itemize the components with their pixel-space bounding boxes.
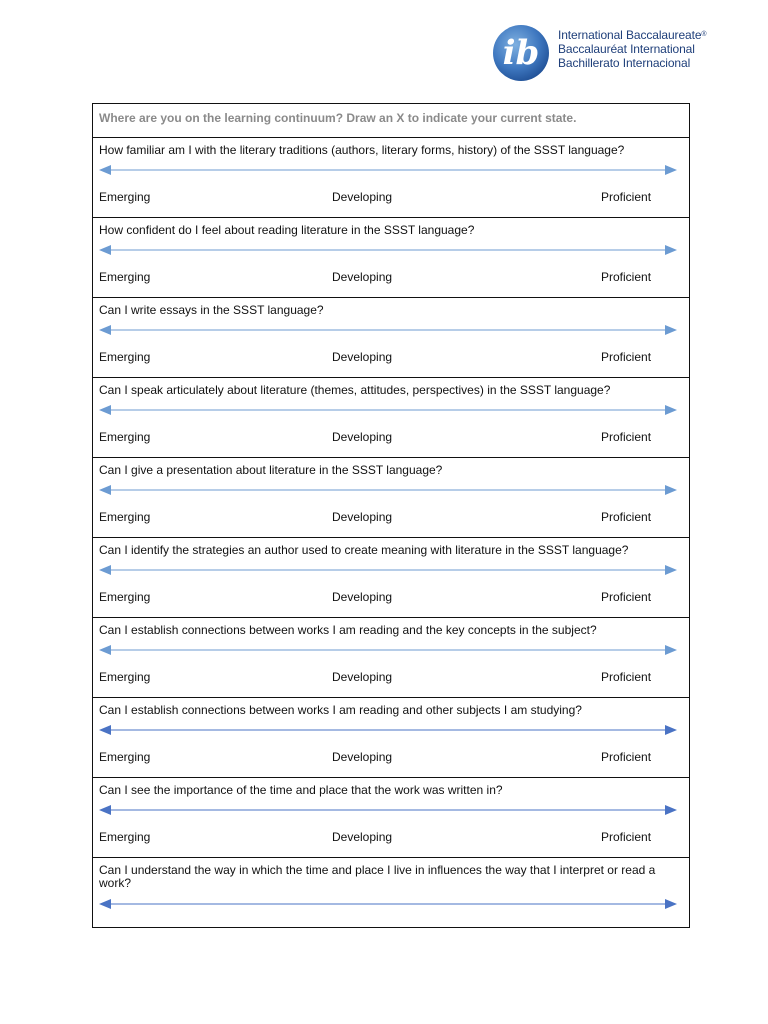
continuum-row [93, 378, 689, 458]
label-proficient: Proficient [601, 350, 652, 364]
label-emerging: Emerging [99, 430, 151, 444]
continuum-arrow[interactable] [99, 323, 677, 337]
label-proficient: Proficient [601, 270, 652, 284]
continuum-row [93, 698, 689, 778]
label-proficient: Proficient [601, 750, 652, 764]
continuum-arrow[interactable] [99, 723, 677, 737]
label-emerging: Emerging [99, 190, 151, 204]
question-text: Can I speak articulately about literature (themes, attitudes, perspectives) in the SSST language? [99, 383, 611, 397]
label-emerging: Emerging [99, 510, 151, 524]
continuum-arrow[interactable] [99, 243, 677, 257]
label-emerging: Emerging [99, 830, 151, 844]
org-name-es: Bachillerato Internacional [558, 56, 691, 70]
org-name-fr: Baccalauréat International [558, 42, 695, 56]
label-developing: Developing [332, 350, 393, 364]
question-text: Can I identify the strategies an author used to create meaning with literature in the SSST language? [99, 543, 629, 557]
label-developing: Developing [332, 590, 393, 604]
label-developing: Developing [332, 510, 393, 524]
continuum-row [93, 138, 689, 218]
org-name-en: International Baccalaureate® [558, 28, 707, 42]
label-developing: Developing [332, 750, 393, 764]
question-text: Can I write essays in the SSST language? [99, 303, 324, 317]
label-developing: Developing [332, 270, 393, 284]
continuum-row [93, 778, 689, 858]
label-developing: Developing [332, 430, 393, 444]
label-proficient: Proficient [601, 510, 652, 524]
question-text: How familiar am I with the literary traditions (authors, literary forms, history) of the SSST language? [99, 143, 625, 157]
continuum-arrow[interactable] [99, 163, 677, 177]
label-developing: Developing [332, 830, 393, 844]
learning-continuum-table [92, 103, 690, 928]
question-text: Can I give a presentation about literature in the SSST language? [99, 463, 443, 477]
label-proficient: Proficient [601, 590, 652, 604]
label-proficient: Proficient [601, 670, 652, 684]
label-proficient: Proficient [601, 430, 652, 444]
label-emerging: Emerging [99, 590, 151, 604]
continuum-arrow[interactable] [99, 643, 677, 657]
svg-text:ib: ib [502, 33, 540, 73]
question-text: Can I see the importance of the time and place that the work was written in? [99, 783, 503, 797]
label-proficient: Proficient [601, 190, 652, 204]
label-emerging: Emerging [99, 270, 151, 284]
question-text: Can I establish connections between works I am reading and the key concepts in the subject? [99, 623, 597, 637]
continuum-arrow[interactable] [99, 897, 677, 911]
continuum-row [93, 218, 689, 298]
instructions: Where are you on the learning continuum? Draw an X to indicate your current state. [93, 104, 689, 138]
continuum-arrow[interactable] [99, 483, 677, 497]
label-emerging: Emerging [99, 750, 151, 764]
continuum-row [93, 858, 689, 927]
continuum-arrow[interactable] [99, 803, 677, 817]
label-emerging: Emerging [99, 350, 151, 364]
continuum-arrow[interactable] [99, 403, 677, 417]
ib-logo [492, 22, 754, 82]
label-emerging: Emerging [99, 670, 151, 684]
question-text: Can I understand the way in which the time and place I live in influences the way that I interpret or read a work? [99, 863, 656, 890]
continuum-row [93, 538, 689, 618]
continuum-arrow[interactable] [99, 563, 677, 577]
continuum-row [93, 618, 689, 698]
label-proficient: Proficient [601, 830, 652, 844]
question-text: How confident do I feel about reading literature in the SSST language? [99, 223, 475, 237]
label-developing: Developing [332, 190, 393, 204]
continuum-row [93, 458, 689, 538]
question-text: Can I establish connections between works I am reading and other subjects I am studying? [99, 703, 582, 717]
label-developing: Developing [332, 670, 393, 684]
continuum-row [93, 298, 689, 378]
ib-logo-icon [492, 24, 550, 82]
